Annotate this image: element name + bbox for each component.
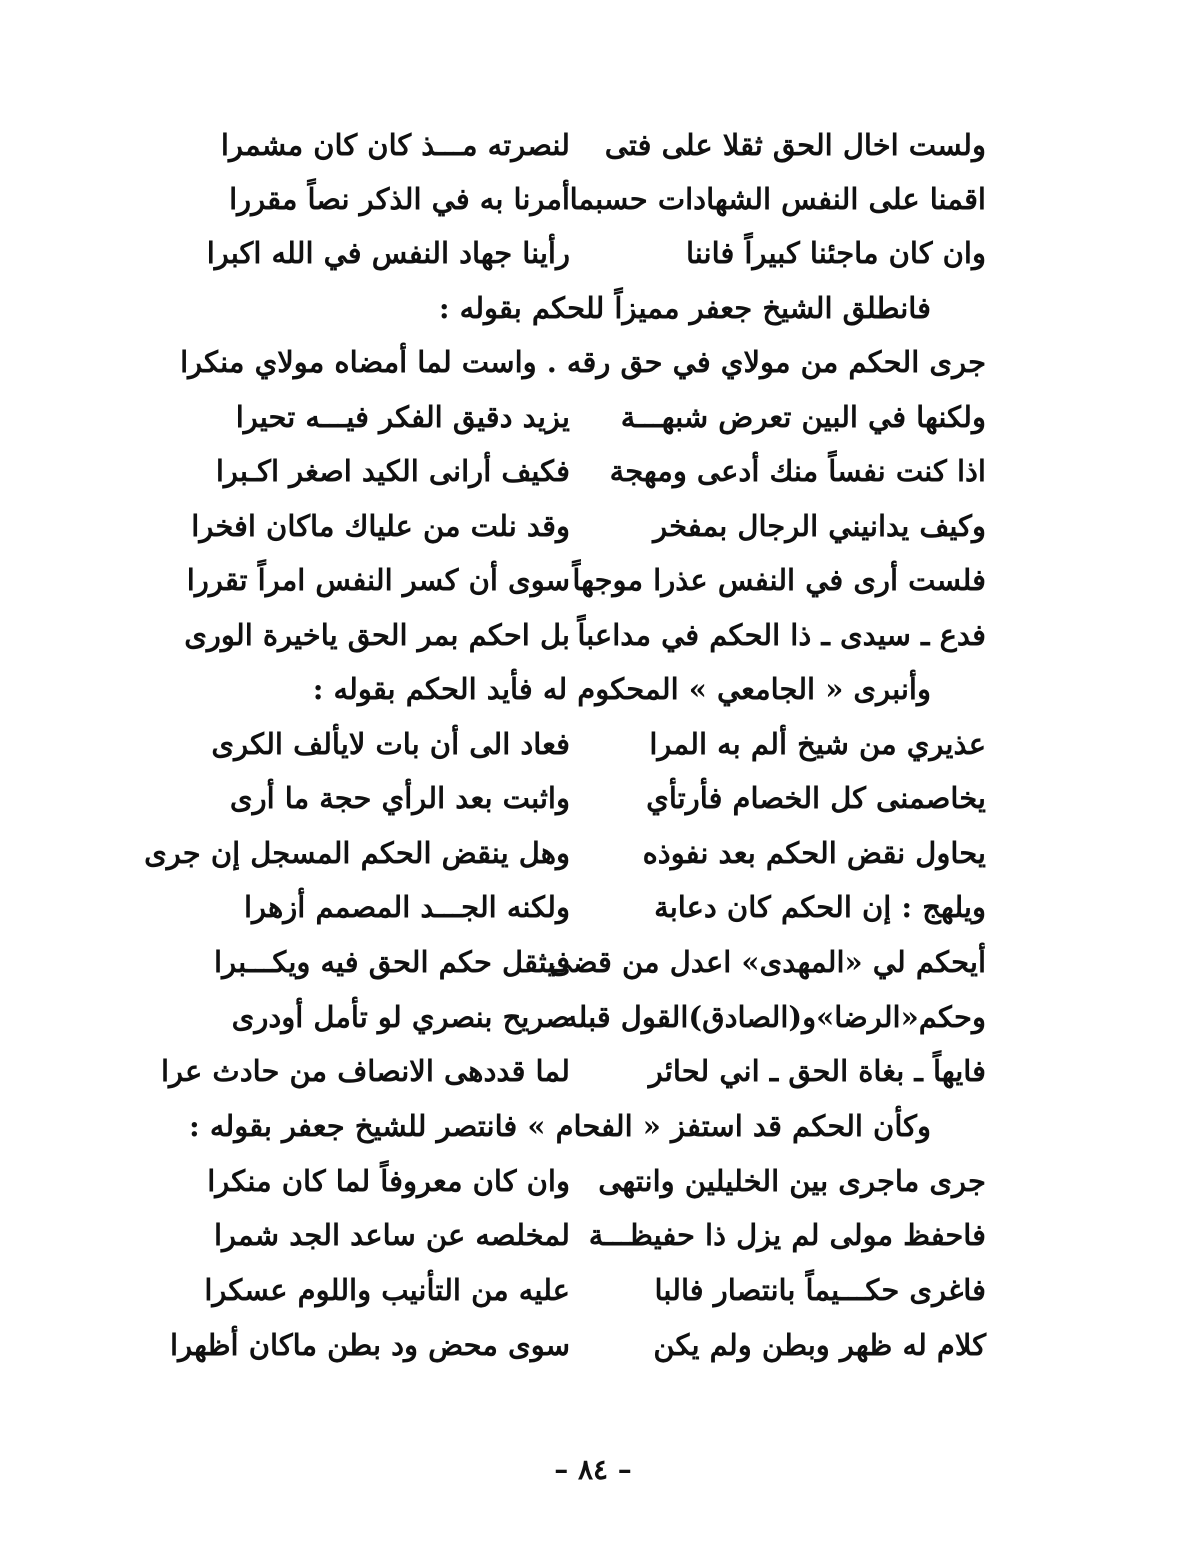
second-hemistich: لنصرته مـــذ كان كان مشمرا	[220, 128, 570, 162]
first-hemistich: وكيف يدانيني الرجال بمفخر	[653, 509, 986, 543]
first-hemistich: فايهاً ـ بغاة الحق ـ اني لحائر	[648, 1054, 986, 1088]
verse-line	[195, 390, 986, 444]
second-hemistich: عليه من التأنيب واللوم عسكرا	[204, 1273, 570, 1307]
verse-line	[195, 1208, 986, 1262]
verse-line	[195, 226, 986, 280]
first-hemistich: يخاصمنى كل الخصام فأرتأي	[646, 781, 986, 815]
verse-line	[191, 499, 986, 553]
first-hemistich: أيحكم لي «المهدى» اعدل من قضى	[548, 945, 986, 979]
first-hemistich: فدع ـ سيدى ـ ذا الحكم في مداعباً	[577, 618, 986, 652]
verse-line	[144, 826, 986, 880]
second-hemistich: أمرنا به في الذكر نصاً مقررا	[229, 182, 570, 216]
second-hemistich: ولكنه الجـــد المصمم أزهرا	[243, 890, 570, 924]
second-hemistich: لمخلصه عن ساعد الجد شمرا	[213, 1218, 570, 1252]
second-hemistich: رأينا جهاد النفس في الله اكبرا	[206, 236, 570, 270]
verse-line	[195, 444, 986, 498]
prose-line: وأنبرى « الجامعي » المحكوم له فأيد الحكم بقوله :	[312, 672, 931, 706]
first-hemistich: ولكنها في البين تعرض شبهـــة	[620, 400, 986, 434]
second-hemistich: صريح بنصري لو تأمل أودرى	[231, 1000, 570, 1034]
first-hemistich: ويلهج : إن الحكم كان دعابة	[654, 890, 986, 924]
verse-line	[195, 771, 986, 825]
verse-line	[195, 172, 986, 226]
first-hemistich: فاغرى حكـــيماً بانتصار فالبا	[654, 1273, 986, 1307]
second-hemistich: سوى أن كسر النفس امراً تقررا	[186, 563, 570, 597]
first-hemistich: فلست أرى في النفس عذرا موجهاً	[572, 563, 986, 597]
first-hemistich: وحكم«الرضا»و(الصادق)القول قبله	[562, 1000, 986, 1034]
second-hemistich: وهل ينقض الحكم المسجل إن جرى	[144, 836, 570, 870]
verse-line	[195, 1263, 986, 1317]
verse-line	[195, 717, 986, 771]
verse-line	[184, 608, 986, 662]
first-hemistich: اقمنا على النفس الشهادات حسبما	[569, 182, 986, 216]
verse-line	[195, 990, 986, 1044]
verse-line	[195, 935, 986, 989]
prose-line: وكأن الحكم قد استفز « الفحام » فانتصر للشيخ جعفر بقوله :	[189, 1109, 931, 1143]
prose-line: فانطلق الشيخ جعفر مميزاً للحكم بقوله :	[438, 291, 931, 325]
second-hemistich: واثبت بعد الرأي حجة ما أرى	[229, 781, 570, 815]
page-number: – ٨٤ –	[554, 1453, 632, 1486]
verse-line	[195, 880, 986, 934]
first-hemistich: اذا كنت نفساً منك أدعى ومهجة	[609, 454, 986, 488]
verse-line	[170, 1318, 986, 1372]
first-hemistich: وان كان ماجئنا كبيراً فاننا	[685, 236, 986, 270]
full-verse-line: جرى الحكم من مولاي في حق رقه . واست لما أمضاه مولاي منكرا	[180, 345, 986, 379]
second-hemistich: فكيف أرانى الكيد اصغر اكـبرا	[215, 454, 570, 488]
first-hemistich: جرى ماجرى بين الخليلين وانتهى	[598, 1164, 986, 1198]
first-hemistich: كلام له ظهر وبطن ولم يكن	[653, 1328, 986, 1362]
verse-line	[195, 1154, 986, 1208]
second-hemistich: بل احكم بمر الحق ياخيرة الورى	[184, 618, 570, 652]
second-hemistich: فعاد الى أن بات لايألف الكرى	[211, 727, 570, 761]
second-hemistich: يزيد دقيق الفكر فيـــه تحيرا	[235, 400, 570, 434]
verse-line	[195, 118, 986, 172]
second-hemistich: فيثقل حكم الحق فيه ويكـــبرا	[214, 945, 570, 979]
second-hemistich: سوى محض ود بطن ماكان أظهرا	[170, 1328, 570, 1362]
verse-line	[186, 553, 986, 607]
first-hemistich: فاحفظ مولى لم يزل ذا حفيظـــة	[588, 1218, 986, 1252]
second-hemistich: وقد نلت من علياك ماكان افخرا	[191, 509, 570, 543]
verse-line	[160, 1044, 986, 1098]
second-hemistich: وان كان معروفاً لما كان منكرا	[207, 1164, 570, 1198]
first-hemistich: عذيري من شيخ ألم به المرا	[649, 727, 986, 761]
first-hemistich: ولست اخال الحق ثقلا على فتى	[604, 128, 986, 162]
first-hemistich: يحاول نقض الحكم بعد نفوذه	[642, 836, 986, 870]
second-hemistich: لما قددهى الانصاف من حادث عرا	[160, 1054, 570, 1088]
